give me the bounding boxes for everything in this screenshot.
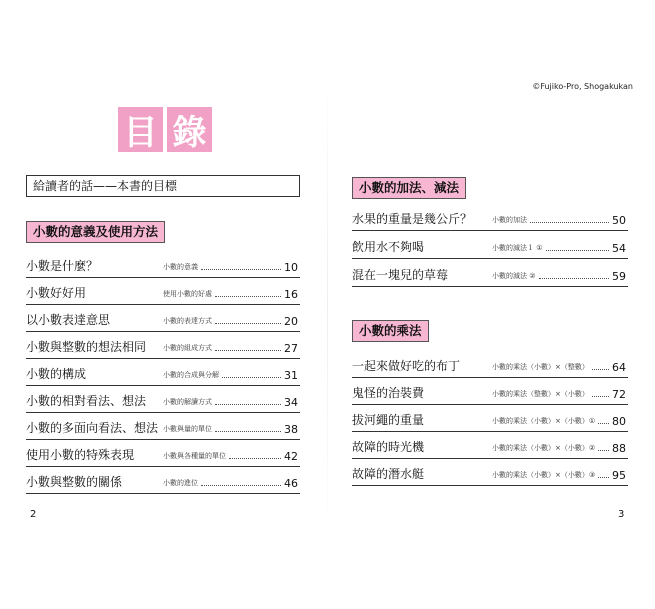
toc-entry[interactable] — [26, 366, 300, 386]
toc-entry-title: 小數的構成 — [26, 367, 87, 381]
toc-entry-subtitle: 小數的乘法（小數）×（小數）② — [492, 444, 596, 452]
toc-entry-page: 46 — [284, 477, 298, 490]
section-header-meaning: 小數的意義及使用方法 — [26, 221, 165, 243]
toc-entry[interactable] — [26, 312, 300, 332]
toc-entry-page: 88 — [612, 442, 626, 455]
toc-entry-title: 飲用水不夠喝 — [352, 240, 425, 254]
toc-entry-title: 鬼怪的治裝費 — [352, 386, 425, 400]
toc-entry[interactable] — [352, 439, 628, 459]
toc-leader-dots — [592, 396, 609, 397]
toc-entry-title: 一起來做好吃的布丁 — [352, 359, 461, 373]
toc-entry-subtitle: 小數的減法１ ① — [492, 244, 543, 252]
toc-leader-dots — [598, 477, 609, 478]
toc-entry-page: 38 — [284, 423, 298, 436]
toc-entry-subtitle: 小數的解讀方式 — [163, 398, 212, 406]
toc-leader-dots — [215, 431, 281, 432]
page-title — [118, 107, 212, 152]
toc-entry-subtitle: 小數的乘法（整數）×（小數） — [492, 390, 589, 398]
toc-entry-page: 59 — [612, 270, 626, 283]
toc-leader-dots — [539, 278, 609, 279]
toc-entry-title: 小數與整數的關係 — [26, 475, 123, 489]
toc-entry-subtitle: 小數的乘法（小數）×（小數）③ — [492, 471, 596, 479]
section-header-add-sub: 小數的加法、減法 — [352, 177, 466, 199]
toc-leader-dots — [222, 377, 281, 378]
toc-entry-page: 50 — [612, 214, 626, 227]
toc-entry[interactable] — [352, 466, 628, 486]
toc-entry-subtitle: 小數的組成方式 — [163, 344, 212, 352]
toc-leader-dots — [598, 450, 609, 451]
section-header-multiplication: 小數的乘法 — [352, 320, 429, 342]
toc-leader-dots — [592, 369, 609, 370]
toc-entry-subtitle: 使用小數的好處 — [163, 290, 212, 298]
page-gutter — [327, 70, 328, 540]
toc-entry[interactable] — [352, 412, 628, 432]
toc-entry-subtitle: 小數的乘法（小數）×（小數）① — [492, 417, 596, 425]
toc-entry-page: 31 — [284, 369, 298, 382]
toc-entry-title: 小數好好用 — [26, 286, 87, 300]
toc-entry[interactable] — [352, 385, 628, 405]
title-char-2: 錄 — [167, 107, 212, 152]
toc-leader-dots — [229, 458, 281, 459]
toc-leader-dots — [598, 423, 609, 424]
toc-entry-title: 小數的相對看法、想法 — [26, 394, 147, 408]
toc-leader-dots — [215, 350, 281, 351]
toc-leader-dots — [530, 222, 609, 223]
toc-entry-page: 34 — [284, 396, 298, 409]
toc-entry-title: 使用小數的特殊表現 — [26, 448, 135, 462]
toc-entry[interactable] — [352, 267, 628, 287]
toc-entry[interactable] — [352, 358, 628, 378]
toc-entry[interactable] — [352, 239, 628, 259]
toc-entry-subtitle: 小數與各種量的單位 — [163, 452, 226, 460]
toc-leader-dots — [201, 485, 281, 486]
toc-entry-title: 以小數表達意思 — [26, 313, 111, 327]
toc-entry-title: 拔河繩的重量 — [352, 413, 425, 427]
toc-entry-subtitle: 小數的乘法（小數）×（整數） — [492, 363, 589, 371]
page-number-right: 3 — [618, 509, 625, 520]
toc-entry-page: 16 — [284, 288, 298, 301]
toc-entry-title: 混在一塊兒的草莓 — [352, 268, 449, 282]
toc-entry-title: 小數是什麼？ — [26, 259, 99, 273]
toc-entry[interactable] — [352, 211, 628, 231]
toc-leader-dots — [215, 323, 281, 324]
toc-entry-title: 小數與整數的想法相同 — [26, 340, 147, 354]
toc-entry-title: 故障的時光機 — [352, 440, 425, 454]
toc-entry-subtitle: 小數與量的單位 — [163, 425, 212, 433]
toc-entry[interactable] — [26, 393, 300, 413]
toc-entry[interactable] — [26, 258, 300, 278]
toc-entry-subtitle: 小數的進位 — [163, 479, 198, 487]
toc-entry-page: 95 — [612, 469, 626, 482]
copyright-notice: ©Fujiko-Pro, Shogakukan — [532, 82, 633, 91]
toc-entry-subtitle: 小數的意義 — [163, 263, 198, 271]
toc-entry-page: 54 — [612, 242, 626, 255]
toc-leader-dots — [215, 296, 281, 297]
toc-entry[interactable] — [26, 339, 300, 359]
toc-entry-subtitle: 小數的合成與分解 — [163, 371, 219, 379]
toc-leader-dots — [201, 269, 281, 270]
toc-entry-page: 10 — [284, 261, 298, 274]
toc-entry-subtitle: 小數的減法 ② — [492, 272, 536, 280]
toc-entry[interactable] — [26, 420, 300, 440]
toc-entry[interactable] — [26, 285, 300, 305]
page-number-left: 2 — [30, 509, 37, 520]
toc-leader-dots — [546, 250, 609, 251]
toc-entry-page: 64 — [612, 361, 626, 374]
title-char-1: 目 — [118, 107, 163, 152]
toc-entry-title: 故障的潛水艇 — [352, 467, 425, 481]
toc-entry-title: 水果的重量是幾公斤？ — [352, 212, 473, 226]
toc-entry-page: 42 — [284, 450, 298, 463]
toc-entry-page: 27 — [284, 342, 298, 355]
toc-entry-title: 小數的多面向看法、想法 — [26, 421, 159, 435]
toc-entry[interactable] — [26, 474, 300, 494]
toc-entry-page: 80 — [612, 415, 626, 428]
toc-entry[interactable] — [26, 447, 300, 467]
toc-entry-subtitle: 小數的加法 — [492, 216, 527, 224]
toc-entry-page: 20 — [284, 315, 298, 328]
toc-entry-page: 72 — [612, 388, 626, 401]
toc-entry-subtitle: 小數的表達方式 — [163, 317, 212, 325]
toc-leader-dots — [215, 404, 281, 405]
intro-entry[interactable]: 給讀者的話——本書的目標 — [26, 175, 300, 197]
